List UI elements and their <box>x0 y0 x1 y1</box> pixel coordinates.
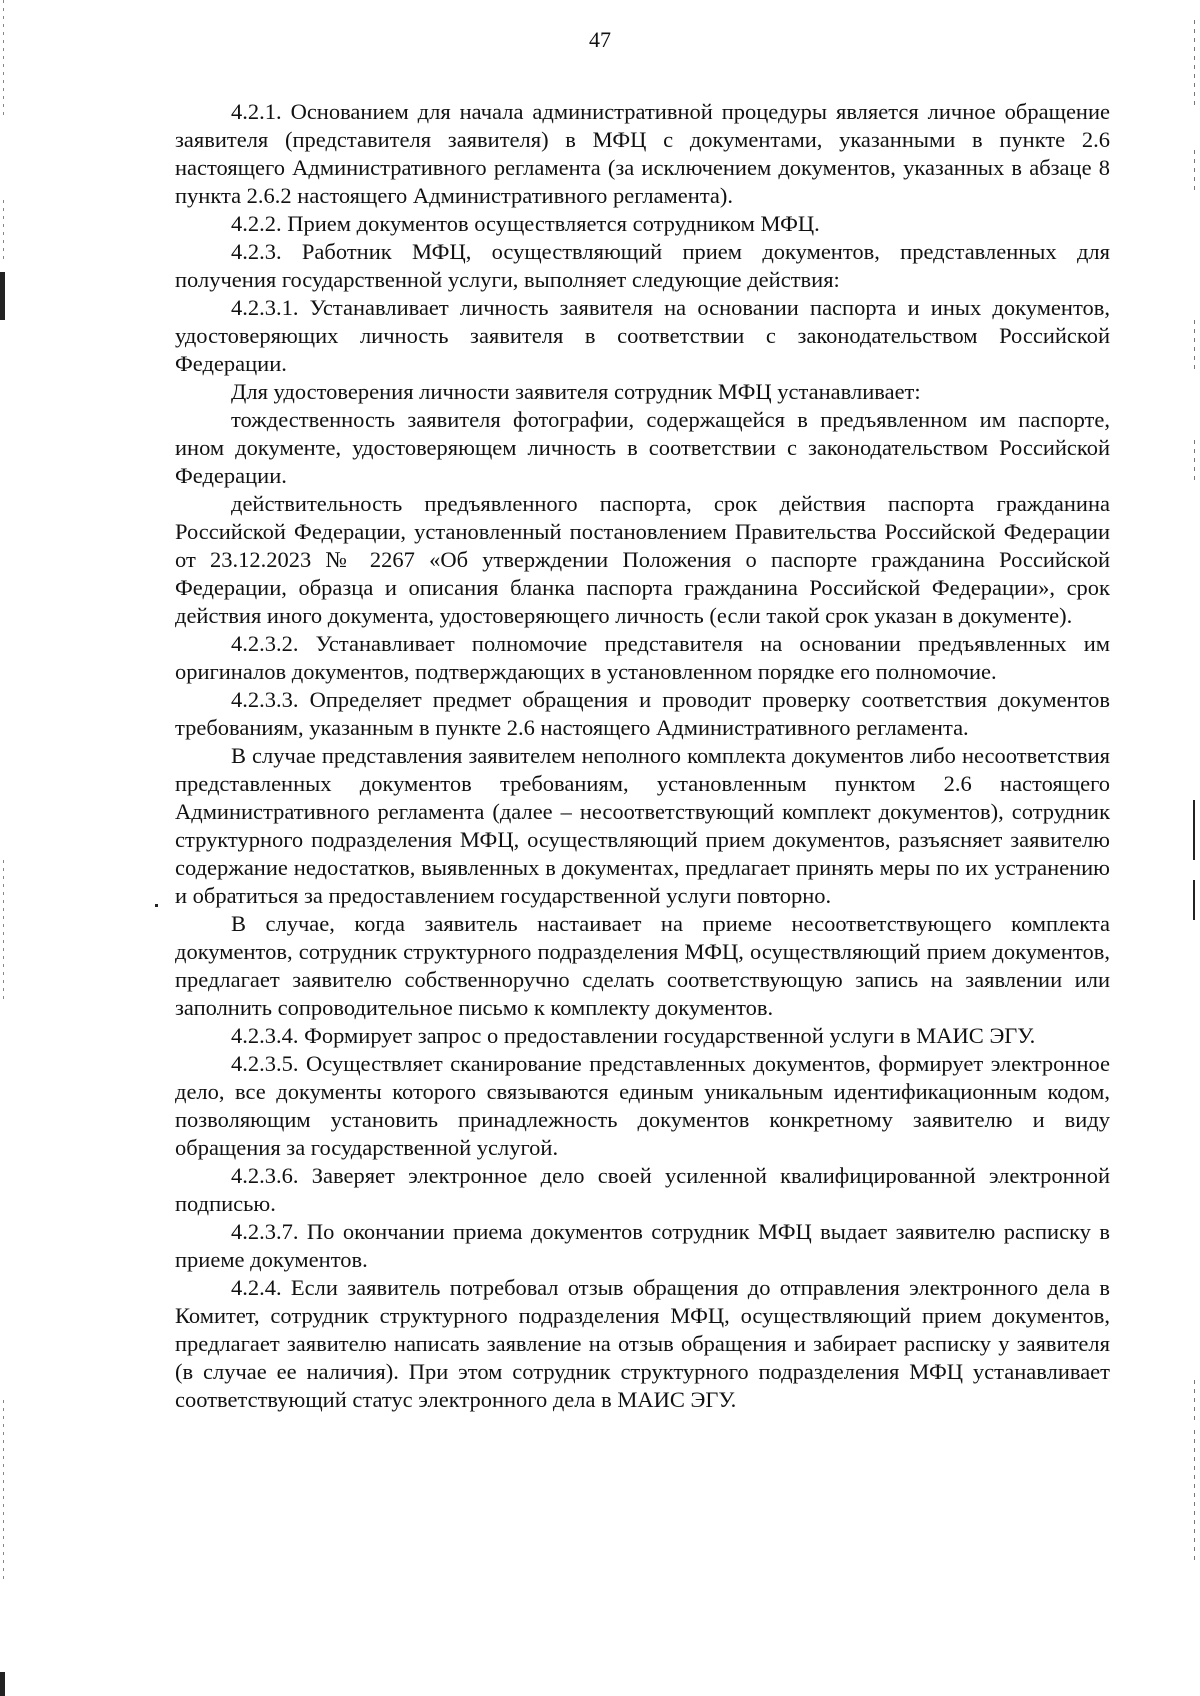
paragraph-4-2-3-1: 4.2.3.1. Устанавливает личность заявителя на основании паспорта и иных документов, удостоверяющих личность заявителя в соответствии с законодательством Российской Федерации. <box>175 295 1110 376</box>
paragraph-insists-on-acceptance: В случае, когда заявитель настаивает на приеме несоответствующего комплекта документов, сотрудник структурного подразделения МФЦ, осуществляющий прием документов, предлагает заявителю собственноручно сделать соответствующую запись на заявлении или заполнить сопроводительное письмо к комплекту документов. <box>175 911 1110 1020</box>
scan-edge-right <box>1194 320 1195 370</box>
paragraph-4-2-3-2: 4.2.3.2. Устанавливает полномочие представителя на основании предъявленных им оригиналов документов, подтверждающих в установленном порядке его полномочие. <box>175 631 1110 684</box>
paragraph-4-2-1: 4.2.1. Основанием для начала административной процедуры является личное обращение заявителя (представителя заявителя) в МФЦ с документами, указанными в пункте 2.6 настоящего Административного регламента (за исключением документов, указанных в абзаце 8 пункта 2.6.2 настоящего Административного регламента). <box>175 99 1110 208</box>
paragraph-4-2-3: 4.2.3. Работник МФЦ, осуществляющий прием документов, представленных для получения государственной услуги, выполняет следующие действия: <box>175 239 1110 292</box>
scan-mark-left <box>0 1672 5 1696</box>
scan-edge-right <box>1194 1430 1195 1560</box>
scan-dot <box>155 904 158 907</box>
paragraph-4-2-3-6: 4.2.3.6. Заверяет электронное дело своей усиленной квалифицированной электронной подписью. <box>175 1163 1110 1216</box>
scan-mark-right <box>1193 880 1195 920</box>
scan-edge-left <box>3 0 4 120</box>
paragraph-passport-validity: действительность предъявленного паспорта, срок действия паспорта гражданина Российской Федерации, установленный постановлением Правительства Российской Федерации от 23.12.2023 № 2267 «Об утверждении Положения о паспорте гражданина Российской Федерации, образца и описания бланка паспорта гражданина Российской Федерации», срок действия иного документа, удостоверяющего личность (если такой срок указан в документе). <box>175 491 1110 628</box>
scan-edge-right <box>1194 150 1195 190</box>
paragraph-identity-photo: тождественность заявителя фотографии, содержащейся в предъявленном им паспорте, ином документе, удостоверяющем личность в соответствии с законодательством Российской Федерации. <box>175 407 1110 488</box>
scan-edge-left <box>3 200 4 260</box>
paragraph-4-2-2: 4.2.2. Прием документов осуществляется сотрудником МФЦ. <box>231 211 820 236</box>
paragraph-4-2-4: 4.2.4. Если заявитель потребовал отзыв обращения до отправления электронного дела в Комитет, сотрудник структурного подразделения МФЦ, осуществляющий прием документов, предлагает заявителю написать заявление на отзыв обращения и забирает расписку у заявителя (в случае ее наличия). При этом сотрудник структурного подразделения МФЦ устанавливает соответствующий статус электронного дела в МАИС ЭГУ. <box>175 1275 1110 1412</box>
paragraph-4-2-3-7: 4.2.3.7. По окончании приема документов сотрудник МФЦ выдает заявителю расписку в приеме документов. <box>175 1219 1110 1272</box>
paragraph-incomplete-set: В случае представления заявителем неполного комплекта документов либо несоответствия представленных документов требованиям, установленным пунктом 2.6 настоящего Административного регламента (далее – несоответствующий комплект документов), сотрудник структурного подразделения МФЦ, осуществляющий прием документов, разъясняет заявителю содержание недостатков, выявленных в документах, предлагает принять меры по их устранению и обратиться за предоставлением государственной услуги повторно. <box>175 743 1110 908</box>
page-number: 47 <box>589 27 611 52</box>
scan-mark-left <box>0 272 5 320</box>
paragraph-4-2-3-4: 4.2.3.4. Формирует запрос о предоставлении государственной услуги в МАИС ЭГУ. <box>231 1023 1036 1048</box>
scan-edge-right <box>1194 1380 1195 1420</box>
scan-edge-left <box>3 1400 4 1580</box>
scan-edge-left <box>3 860 4 1000</box>
paragraph-identity-intro: Для удостоверения личности заявителя сотрудник МФЦ устанавливает: <box>231 379 921 404</box>
paragraph-4-2-3-5: 4.2.3.5. Осуществляет сканирование представленных документов, формирует электронное дело, все документы которого связываются единым уникальным идентификационным кодом, позволяющим установить принадлежность документов конкретному заявителю и виду обращения за государственной услугой. <box>175 1051 1110 1160</box>
scan-edge-right <box>1194 440 1195 480</box>
document-body <box>175 98 1110 1414</box>
paragraph-4-2-3-3: 4.2.3.3. Определяет предмет обращения и проводит проверку соответствия документов требованиям, указанным в пункте 2.6 настоящего Административного регламента. <box>175 687 1110 740</box>
scan-mark-right <box>1193 800 1195 860</box>
